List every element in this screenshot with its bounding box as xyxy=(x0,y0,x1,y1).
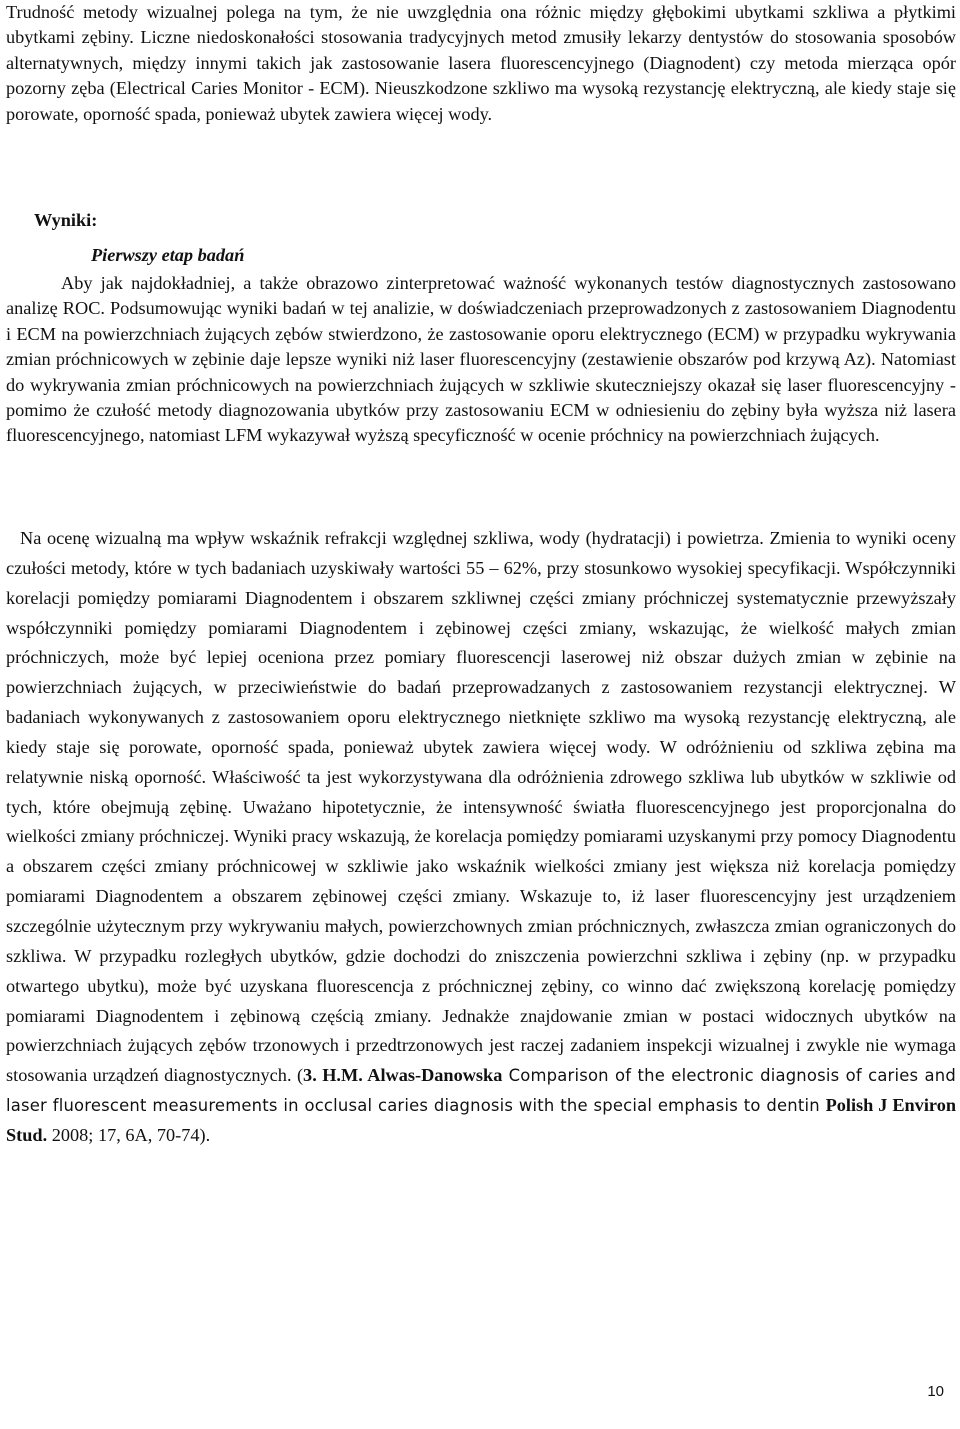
paragraph-results-text: Aby jak najdokładniej, a także obrazowo zinterpretować ważność wykonanych testów diagnostycznych zastosowano analizę ROC. Podsumowując wyniki badań w tej analizie, w doświadczeniach przeprowadzonych z zastosowaniem Diagnodentu i ECM na powierzchniach żujących zębów stwierdzono, że zastosowanie oporu elektrycznego (ECM) w przypadku wykrywania zmian próchnicowych w zębinie daje lepsze wyniki niż laser fluorescencyjny (zestawienie obszarów pod krzywą Az). Natomiast do wykrywania zmian próchnicowych na powierzchniach żujących w szkliwie skuteczniejszy okazał się laser fluorescencyjny - pomimo że czułość metody diagnozowania ubytków przy zastosowaniu ECM w odniesieniu do zębiny była wyższa niż lasera fluorescencyjnego, natomiast LFM wykazywał wyższą specyficzność w ocenie próchnicy na powierzchniach żujących. xyxy=(6,273,956,446)
paragraph-refraction xyxy=(6,524,956,1151)
paragraph-results xyxy=(6,271,956,449)
paragraph-top-part1: Trudność metody wizualnej polega na tym, że nie uwzględnia ona różnic między głębokimi ubytkami szkliwa a płytkimi ubytkami zębiny. Liczne niedoskonałości stosowania tradycyjnych metod zmusiły lekarzy dentystów do stosowania sposobów alternatywnych, między innymi takich jak zastosowanie lasera fluorescencyjnego (Diagnodent) czy metoda mierząca opór pozorny zęba (Electrical Caries Monitor - xyxy=(6,2,956,99)
paragraph-top-part2: ECM). Nieuszkodzone szkliwo ma wysoką rezystancję elektryczną, ale kiedy staje się porowate, oporność spada, ponieważ ubytek zawiera więcej wody. xyxy=(6,78,956,124)
reference-author: 3. H.M. Alwas-Danowska xyxy=(303,1065,503,1086)
reference-details: 2008; 17, 6A, 70-74). xyxy=(47,1124,211,1145)
stage-subheading: Pierwszy etap badań xyxy=(91,245,245,265)
results-heading: Wyniki: xyxy=(34,210,98,230)
paragraph-top xyxy=(6,0,956,127)
reference-title: Comparison of the electronic diagnosis of caries and laser fluorescent measurements in occlusal caries diagnosis with the special emphasis to dentin xyxy=(6,1066,956,1116)
paragraph-refraction-text: Na ocenę wizualną ma wpływ wskaźnik refrakcji względnej szkliwa, wody (hydratacji) i powietrza. Zmienia to wyniki oceny czułości metody, które w tych badaniach uzyskiwały wartości 55 – 62%, przy stosunkowo wysokiej specyfikacji. Współczynniki korelacji pomiędzy pomiarami Diagnodentem i obszarem szkliwnej części zmiany próchniczej systematycznie przewyższały współczynniki pomiędzy pomiarami Diagnodentem i zębinowej części zmiany, wskazując, że wielkość małych zmian próchniczych, może być lepiej oceniona przez pomiary fluorescencji laserowej niż obszar dużych zmian w zębinie na powierzchniach żujących, w przeciwieństwie do badań przeprowadzanych z zastosowaniem rezystancji elektrycznej. W badaniach wykonywanych z zastosowaniem oporu elektrycznego nietknięte szkliwo ma wysoką rezystancję elektryczną, ale kiedy staje się porowate, oporność spada, ponieważ ubytek zawiera więcej wody. W odróżnieniu od szkliwa zębina ma relatywnie niską oporność. Właściwość ta jest wykorzystywana dla odróżnienia zdrowego szkliwa lub ubytków w szkliwie od tych, które obejmują zębinę. Uważano hipotetycznie, że intensywność światła fluorescencyjnego jest proporcjonalna do wielkości zmiany próchniczej. Wyniki pracy wskazują, że korelacja pomiędzy pomiarami uzyskanymi przy pomocy Diagnodentu a obszarem części zmiany próchnicowej w szkliwie jako wskaźnik wielkości zmiany jest większa niż korelacja pomiędzy pomiarami Diagnodentem a obszarem zębinowej części zmiany. Wskazuje to, iż laser fluorescencyjny jest urządzeniem szczególnie użytecznym przy wykrywaniu małych, powierzchownych zmian próchnicznych, zwłaszcza zmian ograniczonych do szkliwa. W przypadku rozległych ubytków, gdzie dochodzi do zniszczenia powierzchni szkliwa i zębiny (np. w przypadku otwartego ubytku), może być uzyskana fluorescencja z próchnicznej zębiny, co winno dać zwiększoną korelację pomiędzy pomiarami Diagnodentem i zębinową częścią zmiany. Jednakże znajdowanie zmian w postaci widocznych ubytków na powierzchniach żujących zębów trzonowych i przedtrzonowych jest raczej zadaniem inspekcji wizualnej i zwykle nie wymaga stosowania urządzeń diagnostycznych. ( xyxy=(6,528,956,1086)
page-number: 10 xyxy=(927,1383,944,1400)
document-page xyxy=(6,0,956,1145)
reference-journal: Polish J Environ Stud. xyxy=(6,1095,956,1145)
